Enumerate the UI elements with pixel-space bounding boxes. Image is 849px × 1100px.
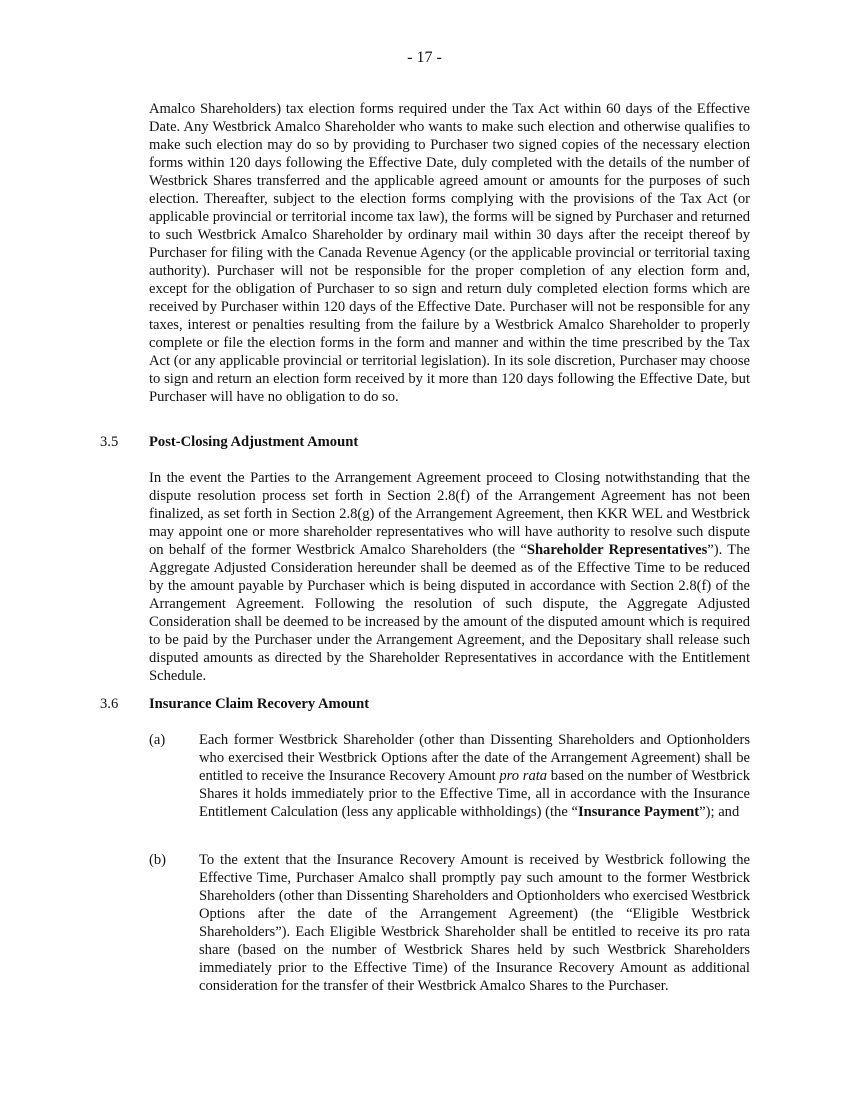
italic-term: pro rata — [499, 768, 548, 784]
list-item-b — [149, 851, 750, 995]
item-text-part: Each former Westbrick Shareholder (other than Dissenting Shareholders and Optionholders who exercised their Westbrick Options after the date of the Arrangement Agreement) shall be entitled to receive the Insurance Recovery Amount — [199, 732, 750, 784]
body-text: ”). The Aggregate Adjusted Consideration hereunder shall be deemed as of the Effective Time to be reduced by the amount payable by Purchaser which is being disputed in accordance with Section 2.8(f) of the Arrangement Agreement. Following the resolution of such dispute, the Aggregate Adjusted Consideration shall be deemed to be increased by the amount of the disputed amount which is required to be paid by the Purchaser under the Arrangement Agreement, and the Depositary shall release such disputed amounts as directed by the Shareholder Representatives in accordance with the Entitlement Schedule. — [149, 542, 750, 684]
section-number: 3.6 — [100, 696, 119, 712]
section-title: Post-Closing Adjustment Amount — [149, 434, 359, 450]
body-text: In the event the Parties to the Arrangement Agreement proceed to Closing notwithstanding that the dispute resolution process set forth in Section 2.8(f) of the Arrangement Agreement has not been finalized, as set forth in Section 2.8(g) of the Arrangement Agreement, then KKR WEL and Westbrick may appoint one or more shareholder representatives who will have authority to resolve such dispute on behalf of the former Westbrick Amalco Shareholders (the “ — [149, 470, 750, 558]
item-label: (b) — [149, 852, 167, 868]
item-text: To the extent that the Insurance Recovery Amount is received by Westbrick following the Effective Time, Purchaser Amalco shall promptly pay such amount to the former Westbrick Shareholders (other than Dissenting Shareholders and Optionholders who exercised Westbrick Options after the date of the Arrangement Agreement) (the “Eligible Westbrick Shareholders”). Each Eligible Westbrick Shareholder shall be entitled to receive its pro rata share (based on the number of Westbrick Shares held by such Westbrick Shareholders immediately prior to the Effective Time) of the Insurance Recovery Amount as additional consideration for the transfer of their Westbrick Amalco Shares to the Purchaser. — [199, 852, 750, 994]
section-number: 3.5 — [100, 434, 119, 450]
item-text — [199, 731, 750, 821]
item-text-part: based on the number of Westbrick Shares it holds immediately prior to the Effective Time, all in accordance with the Insurance Entitlement Calculation (less any applicable withholdings) (the “ — [199, 768, 750, 820]
item-text-part: ”); and — [699, 804, 740, 820]
item-label: (a) — [149, 732, 166, 748]
continuation-paragraph: Amalco Shareholders) tax election forms required under the Tax Act within 60 days of the Effective Date. Any Westbrick Amalco Shareholder who wants to make such election and otherwise qualifies to make such election may do so by providing to Purchaser two signed copies of the necessary election forms within 120 days following the Effective Date, duly completed with the details of the number of Westbrick Shares transferred and the applicable agreed amount or amounts for the purposes of such election. Thereafter, subject to the election forms complying with the provisions of the Tax Act (or applicable provincial or territorial income tax law), the forms will be signed by Purchaser and returned to such Westbrick Amalco Shareholder by ordinary mail within 30 days after the receipt thereof by Purchaser for filing with the Canada Revenue Agency (or the applicable provincial or territorial taxing authority). Purchaser will not be responsible for the proper completion of any election form and, except for the obligation of Purchaser to so sign and return duly completed election forms which are received by Purchaser within 120 days of the Effective Date. Purchaser will not be responsible for any taxes, interest or penalties resulting from the failure by a Westbrick Amalco Shareholder to properly complete or file the election forms in the form and manner and within the time prescribed by the Tax Act (or any applicable provincial or territorial legislation). In its sole discretion, Purchaser may choose to sign and return an election form received by it more than 120 days following the Effective Date, but Purchaser will have no obligation to do so. — [149, 101, 750, 405]
section-title: Insurance Claim Recovery Amount — [149, 696, 370, 712]
section-3-5-body — [149, 469, 750, 685]
list-item-a — [149, 731, 750, 821]
defined-term: Shareholder Representatives — [526, 542, 708, 558]
defined-term: Insurance Payment — [577, 804, 700, 820]
page-number: - 17 - — [407, 49, 442, 66]
